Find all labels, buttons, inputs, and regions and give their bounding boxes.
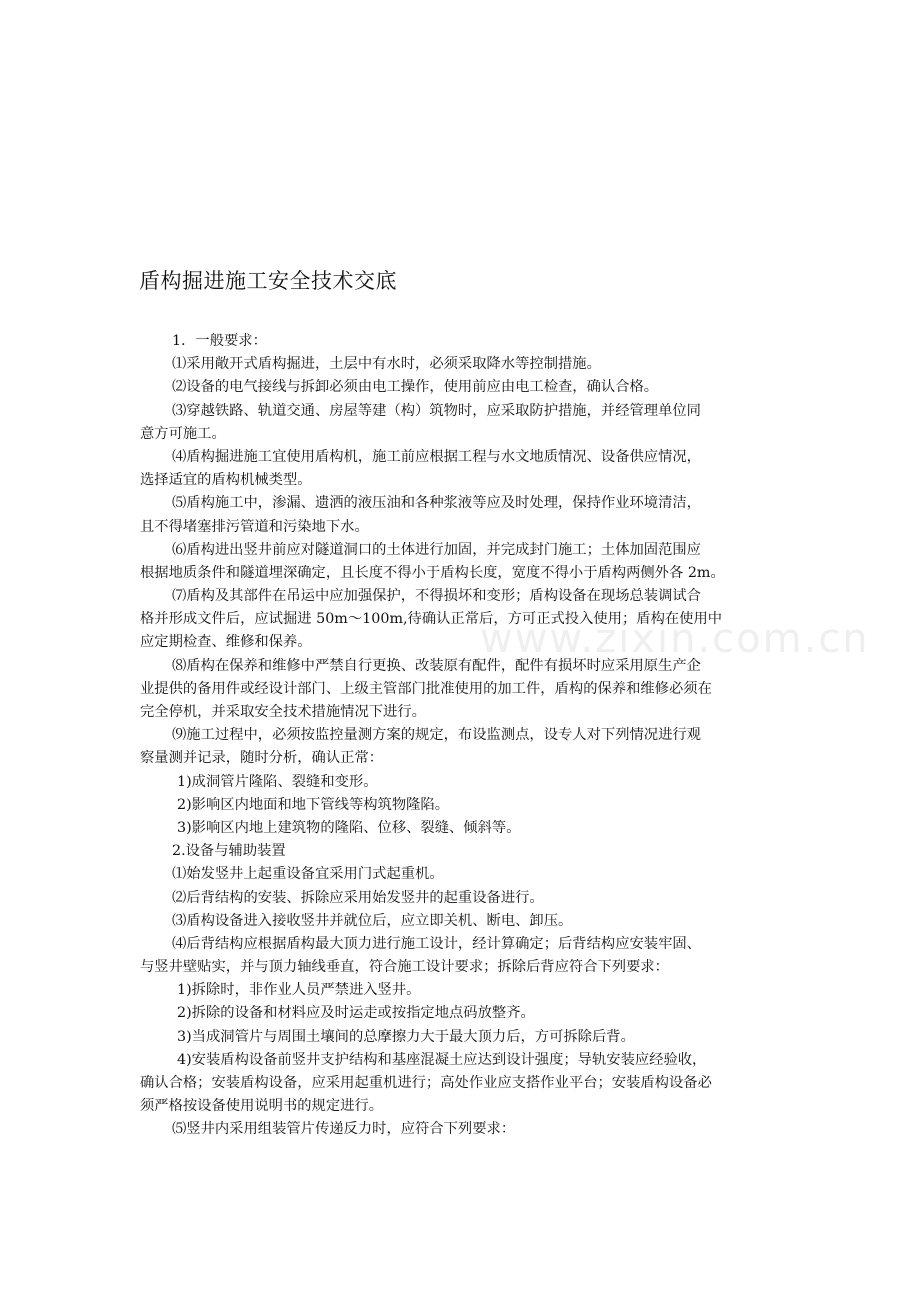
text-line: 2.设备与辅助装置 <box>172 843 286 860</box>
text-line: 业提供的备用件或经设计部门、上级主管部门批准使用的加工件，盾构的保养和维修必须在 <box>140 680 712 697</box>
text-line: 1．一般要求： <box>172 333 267 349</box>
text-line: 3)当成洞管片与周围土壤间的总摩擦力大于最大顶力后，方可拆除后背。 <box>177 1028 635 1045</box>
text-line: ⑻盾构在保养和维修中严禁自行更换、改装原有配件，配件有损坏时应采用原生产企 <box>172 657 701 674</box>
text-line: 完全停机，并采取安全技术措施情况下进行。 <box>140 704 426 720</box>
text-line: ⑹盾构进出竖井前应对隧道洞口的土体进行加固，并完成封门施工；土体加固范围应 <box>172 541 701 558</box>
text-line: 2)影响区内地面和地下管线等构筑物隆陷。 <box>177 796 450 813</box>
text-line: 且不得堵塞排污管道和污染地下水。 <box>140 518 369 535</box>
text-line: 格并形成文件后，应试掘进 50m～100m,待确认正常后，方可正式投入使用；盾构在使用中 <box>140 611 723 628</box>
text-line: 1)拆除时，非作业人员严禁进入竖井。 <box>177 982 421 999</box>
text-line: 应定期检查、维修和保养。 <box>140 634 312 651</box>
text-line: 须严格按设备使用说明书的规定进行。 <box>140 1098 384 1115</box>
text-line: 3)影响区内地上建筑物的隆陷、位移、裂缝、倾斜等。 <box>177 819 521 836</box>
watermark: www.zixin.com.cn <box>480 616 870 662</box>
text-line: 根据地质条件和隧道埋深确定，且长度不得小于盾构长度，宽度不得小于盾构两侧外各 2m。 <box>140 564 725 581</box>
text-line: 选择适宜的盾构机械类型。 <box>140 472 312 489</box>
text-line: 察量测并记录，随时分析，确认正常： <box>140 750 384 767</box>
document-body <box>140 330 790 1142</box>
text-line: 4)安装盾构设备前竖井支护结构和基座混凝土应达到设计强度；导轨安装应经验收， <box>177 1051 707 1068</box>
text-line: ⑷盾构掘进施工宜使用盾构机，施工前应根据工程与水文地质情况、设备供应情况， <box>172 448 701 465</box>
text-line: ⑴始发竖井上起重设备宜采用门式起重机。 <box>172 866 444 883</box>
text-line: 1)成洞管片隆陷、裂缝和变形。 <box>177 773 378 790</box>
text-line: ⑺盾构及其部件在吊运中应加强保护，不得损坏和变形；盾构设备在现场总装调试合 <box>172 588 701 605</box>
text-line: ⑶盾构设备进入接收竖井并就位后，应立即关机、断电、卸压。 <box>172 912 573 929</box>
text-line: ⑵后背结构的安装、拆除应采用始发竖井的起重设备进行。 <box>172 889 544 906</box>
text-line: 2)拆除的设备和材料应及时运走或按指定地点码放整齐。 <box>177 1005 535 1022</box>
text-line: ⑶穿越铁路、轨道交通、房屋等建（构）筑物时，应采取防护措施，并经管理单位同 <box>172 402 701 419</box>
text-line: ⑸盾构施工中，渗漏、遗洒的液压油和各种浆液等应及时处理，保持作业环境清洁， <box>172 495 701 512</box>
text-line: ⑵设备的电气接线与拆卸必须由电工操作，使用前应由电工检查，确认合格。 <box>172 379 659 396</box>
text-line: 确认合格；安装盾构设备，应采用起重机进行；高处作业应支搭作业平台；安装盾构设备必 <box>140 1075 712 1091</box>
text-line: ⑸竖井内采用组装管片传递反力时，应符合下列要求： <box>172 1121 516 1138</box>
document-title: 盾构掘进施工安全技术交底 <box>139 269 397 293</box>
text-line: 意方可施工。 <box>140 425 226 442</box>
text-line: ⑷后背结构应根据盾构最大顶力进行施工设计，经计算确定；后背结构应安装牢固、 <box>172 935 701 952</box>
text-line: ⑼施工过程中，必须按监控量测方案的规定，布设监测点，设专人对下列情况进行观 <box>172 727 701 744</box>
text-line: ⑴采用敞开式盾构掘进，土层中有水时，必须采取降水等控制措施。 <box>172 356 601 373</box>
text-line: 与竖井壁贴实，并与顶力轴线垂直，符合施工设计要求；拆除后背应符合下列要求： <box>140 959 669 976</box>
